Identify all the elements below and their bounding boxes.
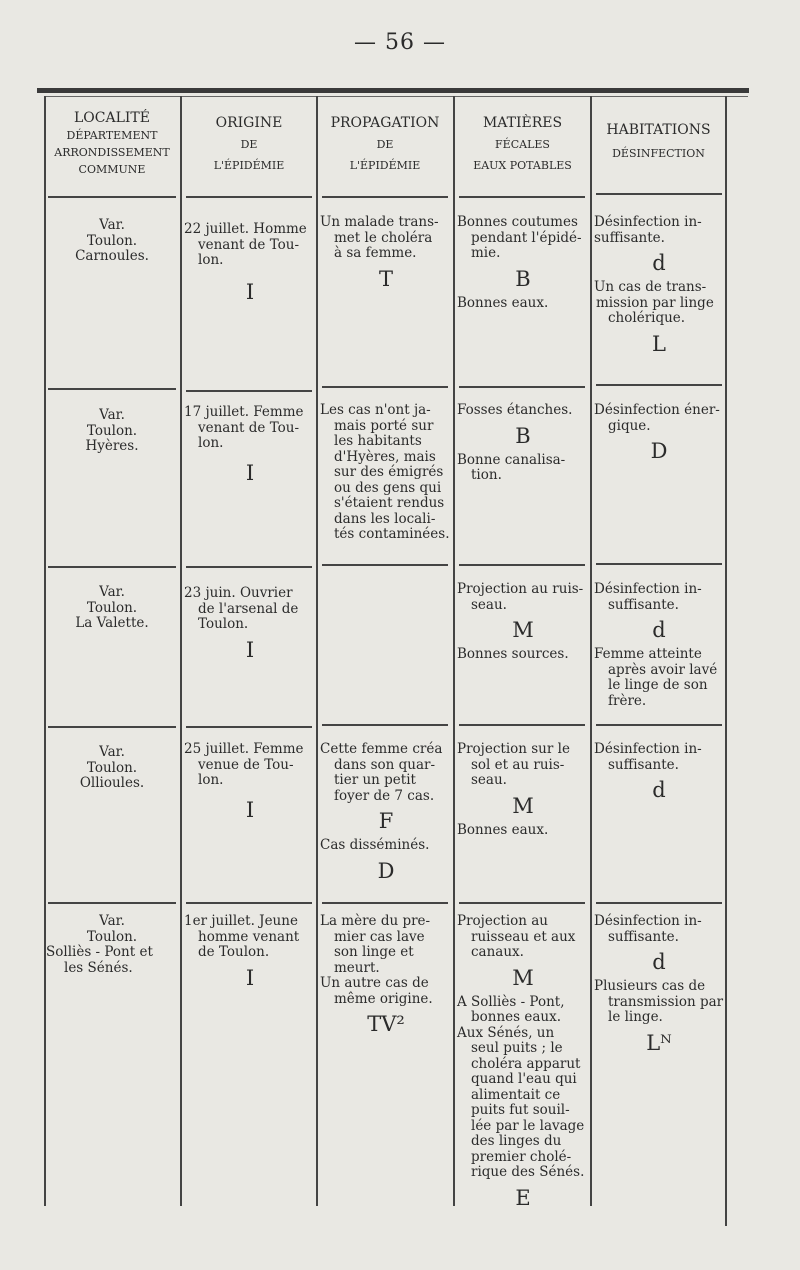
header-rule: [459, 196, 585, 198]
row-2-habitations: Désinfection éner- gique. D: [594, 402, 720, 463]
row-rule: [322, 564, 448, 566]
row-1-habitations: Désinfection in- suffisante. d Un cas de trans- mission par linge cholérique. L: [594, 214, 714, 356]
row-rule: [459, 724, 585, 726]
header-origine: ORIGINE DE L'ÉPIDÉMIE: [213, 115, 285, 172]
header-propagation: PROPAGATION DE L'ÉPIDÉMIE: [330, 115, 440, 172]
column-rule: [180, 96, 182, 1206]
row-2-matieres: Fosses étanches. B Bonne canalisa- tion.: [457, 402, 573, 483]
row-3-habitations: Désinfection in- suffisante. d Femme atteinte après avoir lavé le linge de son frère.: [594, 581, 718, 709]
row-5-origine: 1er juillet. Jeune homme venant de Toulon. I: [184, 913, 300, 990]
row-rule: [459, 902, 585, 904]
row-rule: [596, 384, 722, 386]
row-4-localite: Var. Toulon. Ollioules.: [79, 744, 145, 791]
row-4-habitations: Désinfection in- suffisante. d: [594, 741, 702, 802]
row-5-matieres: Projection au ruisseau et aux canaux. M A Solliès - Pont, bonnes eaux. Aux Sénés, un seul puits ; le choléra apparut quand l'eau qui alimentait ce puits fut souil- lée par le lavage des linges du premier cholé- rique des Sénés. E: [457, 913, 585, 1210]
row-1-localite: Var. Toulon. Carnoules.: [75, 217, 149, 264]
table-top-rule: [44, 96, 748, 97]
row-1-matieres: Bonnes coutumes pendant l'épidé- mie. B Bonnes eaux.: [457, 214, 582, 311]
column-rule: [453, 96, 455, 1206]
header-rule: [48, 196, 176, 198]
row-rule: [48, 388, 176, 390]
row-rule: [48, 566, 176, 568]
row-rule: [322, 902, 448, 904]
row-5-habitations: Désinfection in- suffisante. d Plusieurs cas de transmission par le linge. Lᴺ: [594, 913, 724, 1055]
row-rule: [186, 902, 312, 904]
header-matieres: MATIÈRES FÉCALES EAUX POTABLES: [473, 115, 572, 172]
row-4-propagation: Cette femme créa dans son quar- tier un petit foyer de 7 cas. F Cas disséminés. D: [320, 741, 443, 883]
row-2-localite: Var. Toulon. Hyères.: [85, 407, 139, 454]
column-rule: [316, 96, 318, 1206]
row-3-origine: 23 juin. Ouvrier de l'arsenal de Toulon. I: [184, 585, 299, 662]
row-1-propagation: Un malade trans- met le choléra à sa femme. T: [320, 214, 439, 291]
header-rule: [596, 193, 722, 195]
row-rule: [186, 726, 312, 728]
row-rule: [48, 902, 176, 904]
row-2-propagation: Les cas n'ont ja- mais porté sur les habitants d'Hyères, mais sur des émigrés ou des gens qui s'étaient rendus dans les locali- tés contaminées.: [320, 402, 450, 542]
row-rule: [186, 390, 312, 392]
row-rule: [596, 724, 722, 726]
row-rule: [596, 902, 722, 904]
row-rule: [459, 564, 585, 566]
row-rule: [186, 566, 312, 568]
row-4-origine: 25 juillet. Femme venue de Tou- lon. I: [184, 741, 304, 822]
header-rule: [186, 196, 312, 198]
row-rule: [596, 563, 722, 565]
column-rule: [590, 96, 592, 1206]
page-number: — 56 —: [354, 30, 446, 55]
column-rule: [725, 96, 727, 1226]
row-5-propagation: La mère du pre- mier cas lave son linge et meurt. Un autre cas de même origine. TV²: [320, 913, 433, 1036]
row-rule: [48, 726, 176, 728]
header-habitations: HABITATIONS DÉSINFECTION: [606, 122, 711, 160]
header-localite: LOCALITÉ DÉPARTEMENT ARRONDISSEMENT COMMUNE: [54, 110, 170, 176]
row-2-origine: 17 juillet. Femme venant de Tou- lon. I: [184, 404, 304, 485]
row-rule: [459, 386, 585, 388]
header-rule: [322, 196, 448, 198]
row-5-localite: Var. Toulon. Solliès - Pont et les Sénés.: [46, 913, 153, 976]
row-4-matieres: Projection sur le sol et au ruis- seau. M Bonnes eaux.: [457, 741, 570, 838]
row-rule: [322, 386, 448, 388]
row-3-localite: Var. Toulon. La Valette.: [75, 584, 149, 631]
row-rule: [322, 724, 448, 726]
row-1-origine: 22 juillet. Homme venant de Tou- lon. I: [184, 221, 307, 304]
row-3-matieres: Projection au ruis- seau. M Bonnes sources.: [457, 581, 584, 662]
